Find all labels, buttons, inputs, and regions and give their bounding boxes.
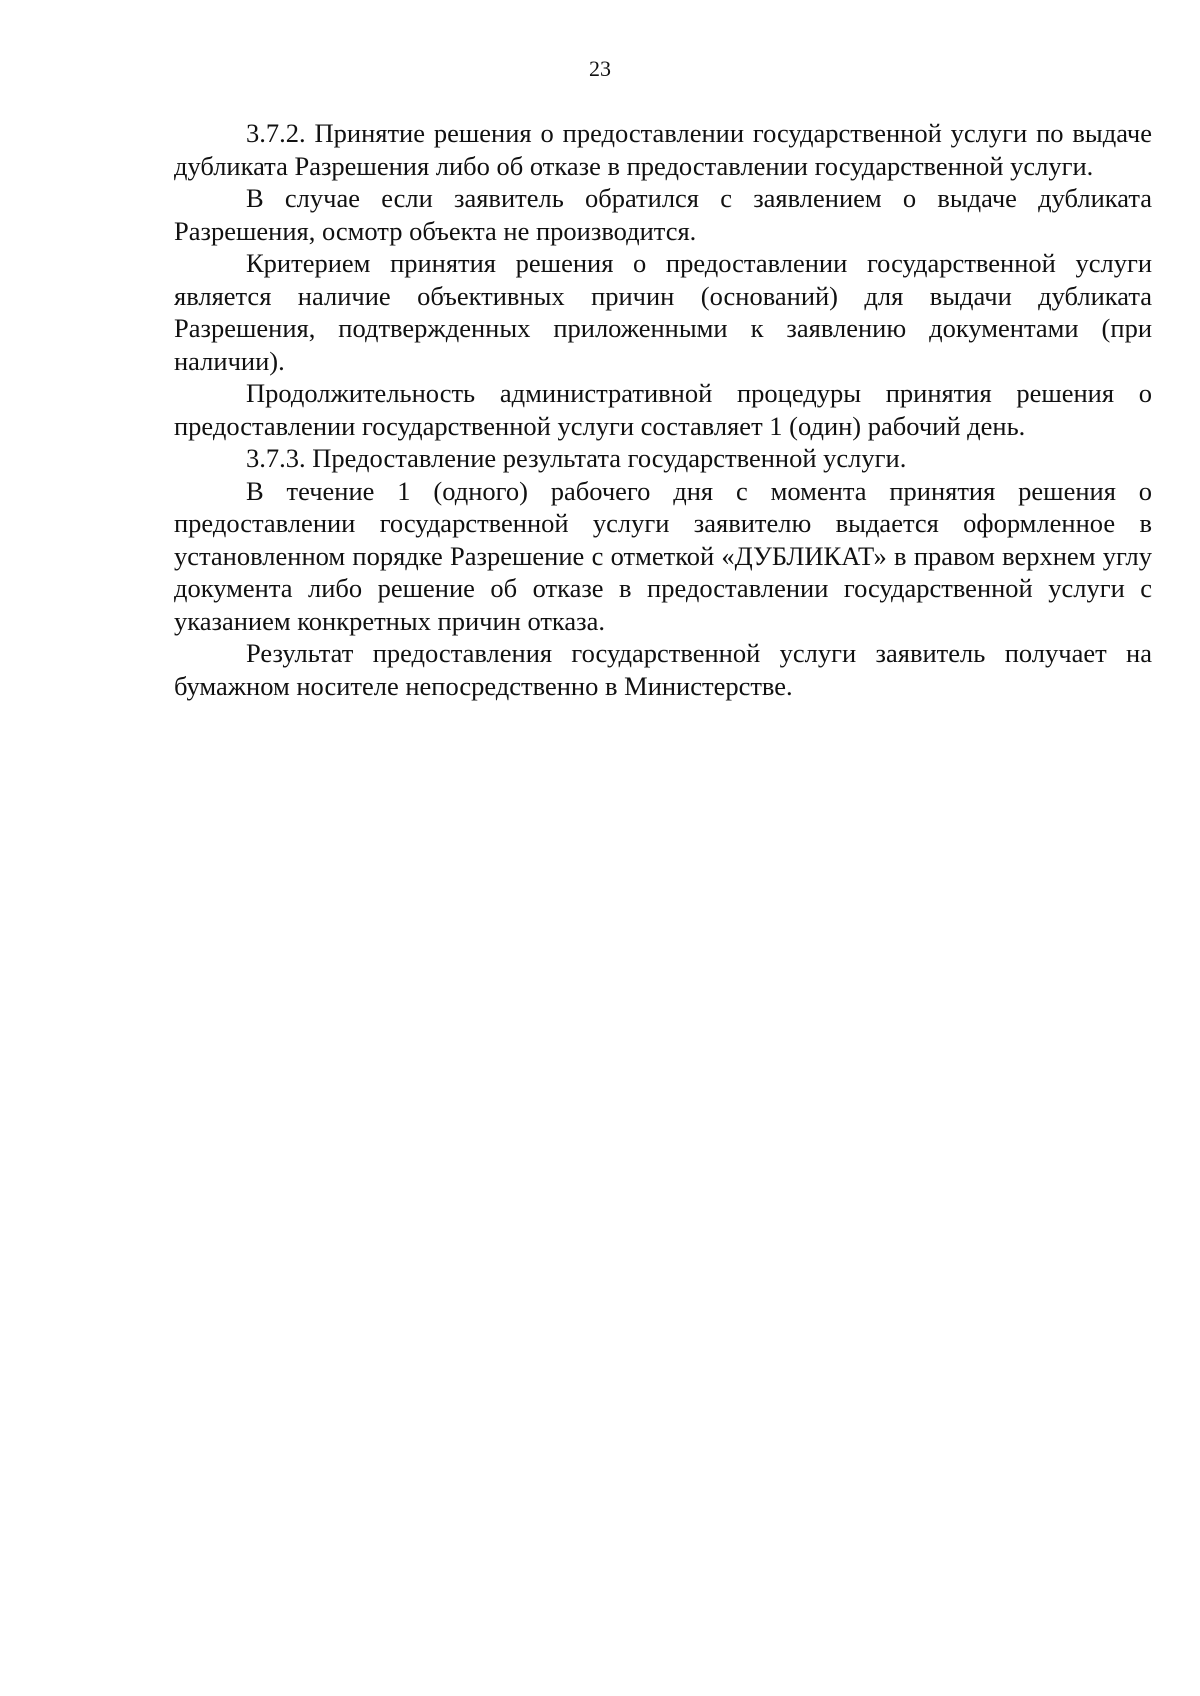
paragraph-result-receipt: Результат предоставления государственной услуги заявитель получает на бумажном носителе непосредственно в Министерстве. [174,638,1152,701]
paragraph-decision-criterion: Критерием принятия решения о предоставлении государственной услуги является наличие объективных причин (оснований) для выдачи дубликата Разрешения, подтвержденных приложенными к заявлению документами (при наличии). [174,248,1152,376]
paragraph-result-issuance: В течение 1 (одного) рабочего дня с момента принятия решения о предоставлении государственной услуги заявителю выдается оформленное в установленном порядке Разрешение с отметкой «ДУБЛИКАТ» в правом верхнем углу документа либо решение об отказе в предоставлении государственной услуги с указанием конкретных причин отказа. [174,475,1152,636]
paragraph-3-7-2: 3.7.2. Принятие решения о предоставлении государственной услуги по выдаче дубликата Разрешения либо об отказе в предоставлении государственной услуги. [174,118,1152,181]
document-body [174,117,1152,702]
paragraph-procedure-duration: Продолжительность административной процедуры принятия решения о предоставлении государственной услуги составляет 1 (один) рабочий день. [174,378,1152,441]
paragraph-duplicate-no-inspection: В случае если заявитель обратился с заявлением о выдаче дубликата Разрешения, осмотр объекта не производится. [174,183,1152,246]
paragraph-3-7-3: 3.7.3. Предоставление результата государственной услуги. [246,443,907,473]
page-number: 23 [589,56,611,81]
